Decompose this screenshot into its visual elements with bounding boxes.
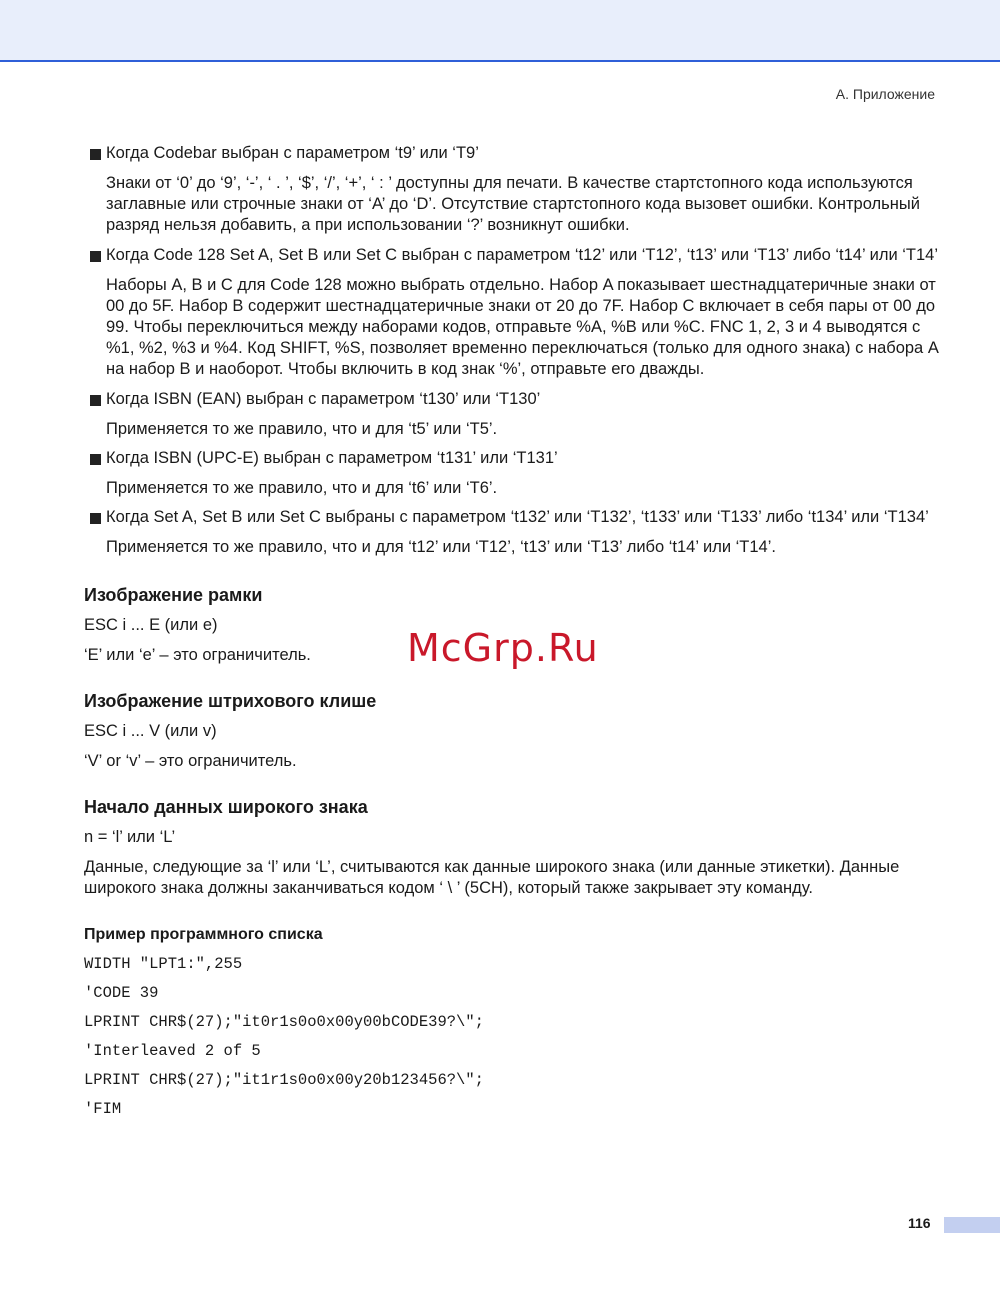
bullet-title: Когда ISBN (EAN) выбран с параметром ‘t130’ или ‘T130’ xyxy=(106,389,541,408)
bullet-code128 xyxy=(84,245,944,266)
heading-example: Пример программного списка xyxy=(84,926,323,944)
bullet-body: Применяется то же правило, что и для ‘t5’ или ‘T5’. xyxy=(106,419,498,438)
bullet-body: Применяется то же правило, что и для ‘t6’ или ‘T6’. xyxy=(106,478,498,497)
bullet-isbn-ean xyxy=(84,389,944,410)
code-line: 'Interleaved 2 of 5 xyxy=(84,1042,261,1061)
bullet-body: Знаки от ‘0’ до ‘9’, ‘-’, ‘ . ’, ‘$’, ‘/’, ‘+’, ‘ : ’ доступны для печати. В качестве стартстопного кода используются заглавные или строчные знаки от ‘A’ до ‘D’. Отсутствие стартстопного кода вызовет ошибки. Контрольный разряд нельзя добавить, а при использовании ‘?’ возникнут ошибки. xyxy=(106,174,920,235)
heading-barcode-image: Изображение штрихового клише xyxy=(84,691,377,712)
bullet-title: Когда Codebar выбран с параметром ‘t9’ или ‘T9’ xyxy=(106,144,479,162)
square-bullet-icon xyxy=(90,149,101,160)
bullet-body: Наборы A, B и C для Code 128 можно выбрать отдельно. Набор A показывает шестнадцатеричные знаки от 00 до 5F. Набор B содержит шестнадцатеричные знаки от 20 до 7F. Набор C включает в себя пары от 00 до 99. Чтобы переключиться между наборами кодов, отправьте %A, %B или %C. FNC 1, 2, 3 и 4 выводятся с %1, %2, %3 и %4. Код SHIFT, %S, позволяет временно переключаться (только для одного знака) с набора A на набор B и наоборот. Чтобы включить в код знак ‘%’, отправьте его дважды. xyxy=(106,275,938,379)
square-bullet-icon xyxy=(90,513,101,524)
bullet-title: Когда Set A, Set B или Set C выбраны с параметром ‘t132’ или ‘T132’, ‘t133’ или ‘T133’ либо ‘t134’ или ‘T134’ xyxy=(106,508,929,527)
code-line: WIDTH "LPT1:",255 xyxy=(84,955,243,974)
watermark: McGrp.Ru xyxy=(407,626,599,670)
heading-frame: Изображение рамки xyxy=(84,585,263,606)
code-line: LPRINT CHR$(27);"it0r1s0o0x00y00bCODE39?\"; xyxy=(84,1013,484,1032)
square-bullet-icon xyxy=(90,454,101,465)
frame-note: ‘E’ или ‘e’ – это ограничитель. xyxy=(84,646,311,665)
section-label: A. Приложение xyxy=(835,86,935,102)
bullet-codebar xyxy=(84,143,944,164)
bullet-title: Когда Code 128 Set A, Set B или Set C выбран с параметром ‘t12’ или ‘T12’, ‘t13’ или ‘T13’ либо ‘t14’ или ‘T14’ xyxy=(106,245,939,264)
barcode-note: ‘V’ or ‘v’ – это ограничитель. xyxy=(84,752,297,771)
wide-note: Данные, следующие за ‘l’ или ‘L’, считываются как данные широкого знака (или данные этикетки). Данные широкого знака должны заканчиваться кодом ‘ \ ’ (5CH), который также закрывает эту команду. xyxy=(84,858,900,898)
code-line: 'CODE 39 xyxy=(84,984,159,1003)
bullet-title: Когда ISBN (UPC-E) выбран с параметром ‘t131’ или ‘T131’ xyxy=(106,448,558,467)
code-line: 'FIM xyxy=(84,1100,122,1119)
bullet-body: Применяется то же правило, что и для ‘t12’ или ‘T12’, ‘t13’ или ‘T13’ либо ‘t14’ или ‘T14’. xyxy=(106,538,776,557)
wide-syntax: n = ‘l’ или ‘L’ xyxy=(84,828,176,847)
bullet-set-abc xyxy=(84,507,944,528)
top-band xyxy=(0,0,1000,62)
square-bullet-icon xyxy=(90,395,101,406)
barcode-syntax: ESC i ... V (или v) xyxy=(84,722,217,741)
bullet-isbn-upce xyxy=(84,448,944,469)
heading-wide-char: Начало данных широкого знака xyxy=(84,797,368,818)
code-line: LPRINT CHR$(27);"it1r1s0o0x00y20b123456?\"; xyxy=(84,1071,484,1090)
square-bullet-icon xyxy=(90,251,101,262)
page-tab xyxy=(944,1217,1000,1233)
frame-syntax: ESC i ... E (или e) xyxy=(84,616,218,635)
page-number: 116 xyxy=(908,1215,931,1231)
